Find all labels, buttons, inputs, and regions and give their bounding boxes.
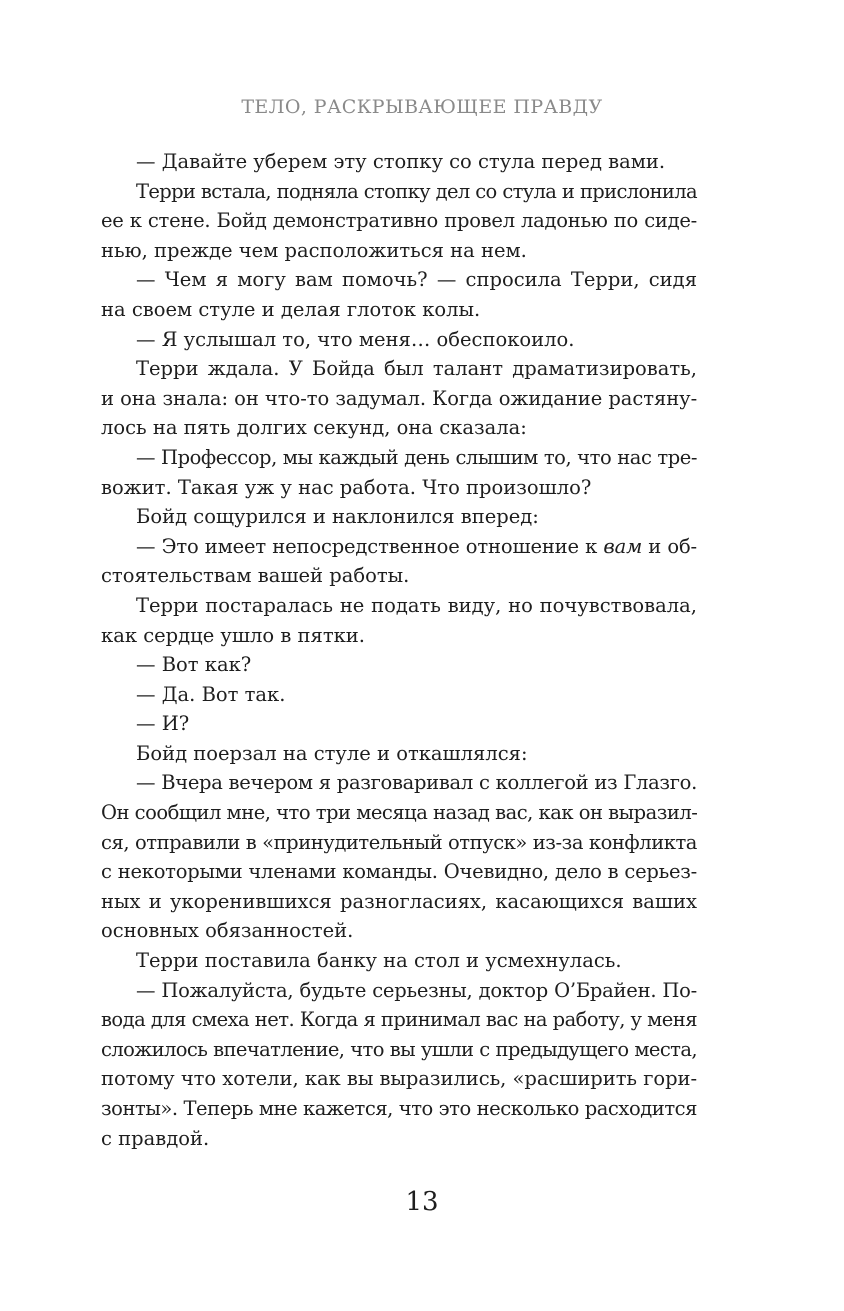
text-line: Он сообщил мне, что три месяца назад вас, как он выразил- (101, 801, 698, 825)
text-line: с некоторыми членами команды. Очевидно, дело в серьез- (101, 860, 697, 884)
text-line (101, 532, 697, 562)
text-line: сложилось впечатление, что вы ушли с предыдущего места, (101, 1037, 697, 1061)
page-number: 13 (405, 1187, 439, 1217)
text-line: — Чем я могу вам помочь? — спросила Терри, сидя (136, 268, 697, 292)
text-segment: и об- (642, 534, 697, 558)
text-line: — Профессор, мы каждый день слышим то, что нас тре- (136, 445, 697, 469)
text-line: — Пожалуйста, будьте серьезны, доктор О’Брайен. По- (136, 978, 697, 1002)
text-segment: — Это имеет непосредственное отношение к (136, 534, 604, 558)
text-line: — Давайте уберем эту стопку со стула перед вами. (136, 150, 666, 173)
text-line: вода для смеха нет. Когда я принимал вас на работу, у меня (101, 1008, 697, 1032)
text-line: стоятельствам вашей работы. (101, 564, 410, 588)
text-line: — Да. Вот так. (136, 682, 286, 706)
body-text (101, 147, 697, 1153)
text-line: Терри встала, подняла стопку дел со стула и прислонила (136, 179, 697, 203)
text-line: на своем стуле и делая глоток колы. (101, 297, 481, 321)
text-line: как сердце ушло в пятки. (101, 623, 366, 647)
text-line: — Я услышал то, что меня… обеспокоило. (136, 327, 575, 351)
text-line: Бойд сощурился и наклонился вперед: (136, 505, 539, 529)
text-line: Бойд поерзал на стуле и откашлялся: (136, 741, 528, 765)
text-line: — Вот как? (136, 653, 252, 677)
text-line: и она знала: он что-то задумал. Когда ожидание растяну- (101, 386, 698, 410)
text-line: ных и укоренившихся разногласиях, касающихся ваших (101, 889, 697, 913)
text-line: нью, прежде чем расположиться на нем. (101, 238, 527, 262)
text-line: основных обязанностей. (101, 919, 354, 943)
emphasis-word: вам (603, 534, 643, 558)
text-line: вожит. Такая уж у нас работа. Что произошло? (101, 475, 592, 499)
text-line: потому что хотели, как вы выразились, «расширить гори- (101, 1067, 697, 1091)
text-line: — И? (136, 712, 190, 736)
running-head: ТЕЛО, РАСКРЫВАЮЩЕЕ ПРАВДУ (241, 96, 603, 118)
text-line: лось на пять долгих секунд, она сказала: (101, 416, 527, 440)
text-line: Терри поставила банку на стол и усмехнулась. (136, 949, 622, 973)
text-line: — Вчера вечером я разговаривал с коллегой из Глазго. (136, 771, 697, 795)
text-line: Терри ждала. У Бойда был талант драматизировать, (136, 357, 697, 381)
text-line: зонты». Теперь мне кажется, что это несколько расходится (101, 1097, 697, 1120)
text-line: Терри постаралась не подать виду, но почувствовала, (136, 593, 697, 617)
text-line: с правдой. (101, 1126, 210, 1150)
text-line: ся, отправили в «принудительный отпуск» из-за конфликта (101, 830, 697, 854)
text-line: ее к стене. Бойд демонстративно провел ладонью по сиде- (101, 209, 697, 233)
